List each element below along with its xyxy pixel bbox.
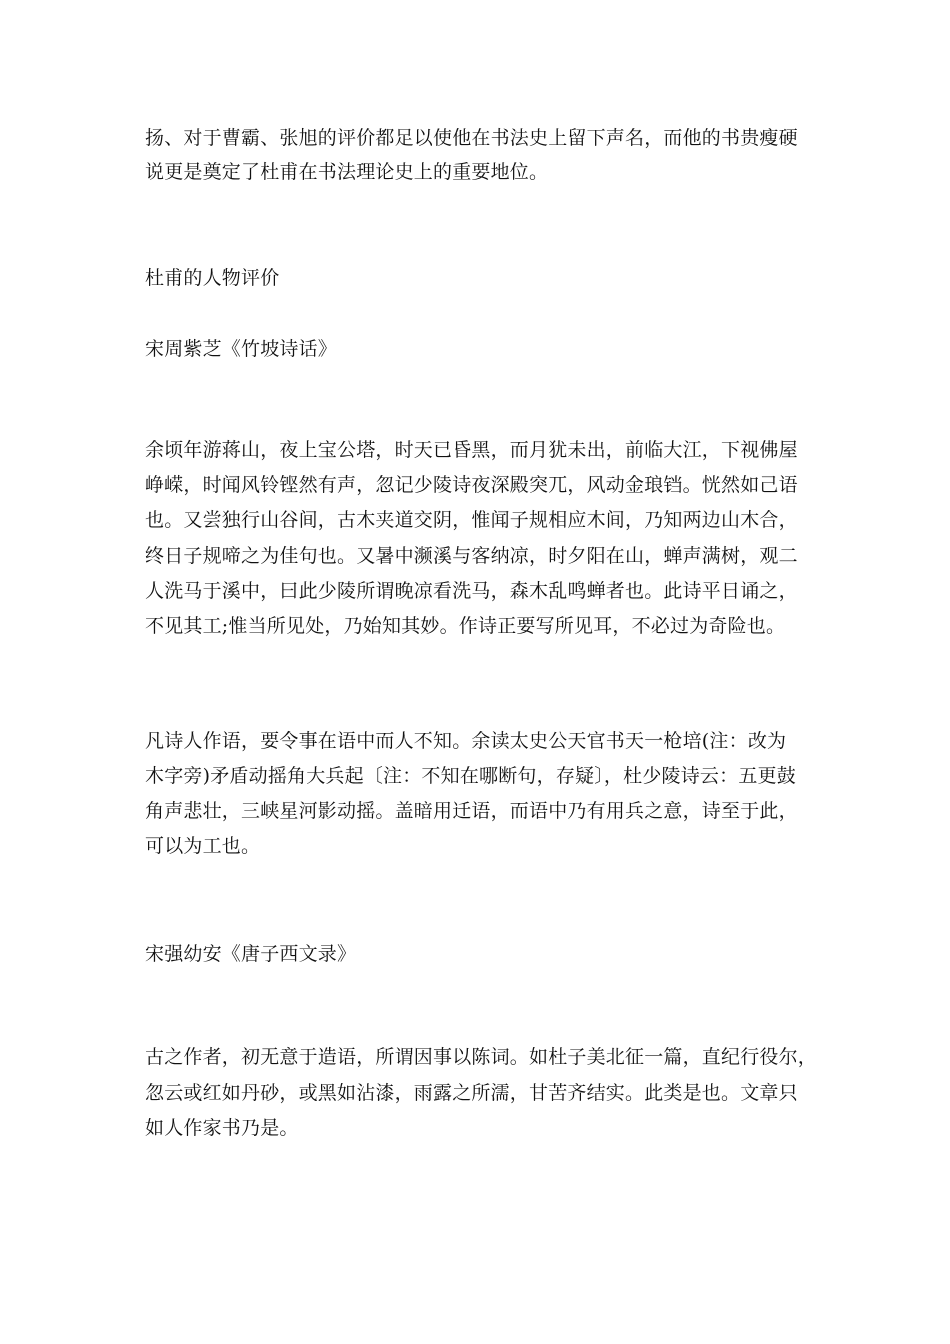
para2-line-4: 可以为工也。 xyxy=(145,835,261,857)
section-heading: 杜甫的人物评价 xyxy=(145,267,280,289)
intro-line-1: 扬、对于曹霸、张旭的评价都足以使他在书法史上留下声名，而他的书贵瘦硬 xyxy=(145,127,798,149)
para1-line-3: 也。又尝独行山谷间，古木夹道交阴，惟闻子规相应木间，乃知两边山木合， xyxy=(145,509,798,531)
para3-line-3: 如人作家书乃是。 xyxy=(145,1117,299,1139)
para1-line-6: 不见其工;惟当所见处，乃始知其妙。作诗正要写所见耳，不必过为奇险也。 xyxy=(145,615,786,637)
para3-line-1: 古之作者，初无意于造语，所谓因事以陈词。如杜子美北征一篇，直纪行役尔， xyxy=(145,1046,818,1068)
source-citation-2: 宋强幼安《唐子西文录》 xyxy=(145,943,357,965)
para2-line-3: 角声悲壮，三峡星河影动摇。盖暗用迁语，而语中乃有用兵之意，诗至于此， xyxy=(145,800,798,822)
para2-line-1: 凡诗人作语，要令事在语中而人不知。余读太史公天官书天一枪培(注：改为 xyxy=(145,730,787,752)
para3-line-2: 忽云或红如丹砂，或黑如沾漆，雨露之所濡，甘苦齐结实。此类是也。文章只 xyxy=(145,1082,798,1104)
para1-line-4: 终日子规啼之为佳句也。又暑中濒溪与客纳凉，时夕阳在山，蝉声满树，观二 xyxy=(145,545,798,567)
para2-line-2: 木字旁)矛盾动摇角大兵起〔注：不知在哪断句，存疑〕，杜少陵诗云：五更鼓 xyxy=(145,765,796,787)
intro-line-2: 说更是奠定了杜甫在书法理论史上的重要地位。 xyxy=(145,161,549,183)
para1-line-2: 峥嵘，时闻风铃铿然有声，忽记少陵诗夜深殿突兀，风动金琅铛。恍然如己语 xyxy=(145,474,798,496)
source-citation-1: 宋周紫芝《竹坡诗话》 xyxy=(145,338,338,360)
para1-line-1: 余顷年游蒋山，夜上宝公塔，时天已昏黑，而月犹未出，前临大江，下视佛屋 xyxy=(145,439,798,461)
para1-line-5: 人洗马于溪中，曰此少陵所谓晚凉看洗马，森木乱鸣蝉者也。此诗平日诵之， xyxy=(145,580,798,602)
